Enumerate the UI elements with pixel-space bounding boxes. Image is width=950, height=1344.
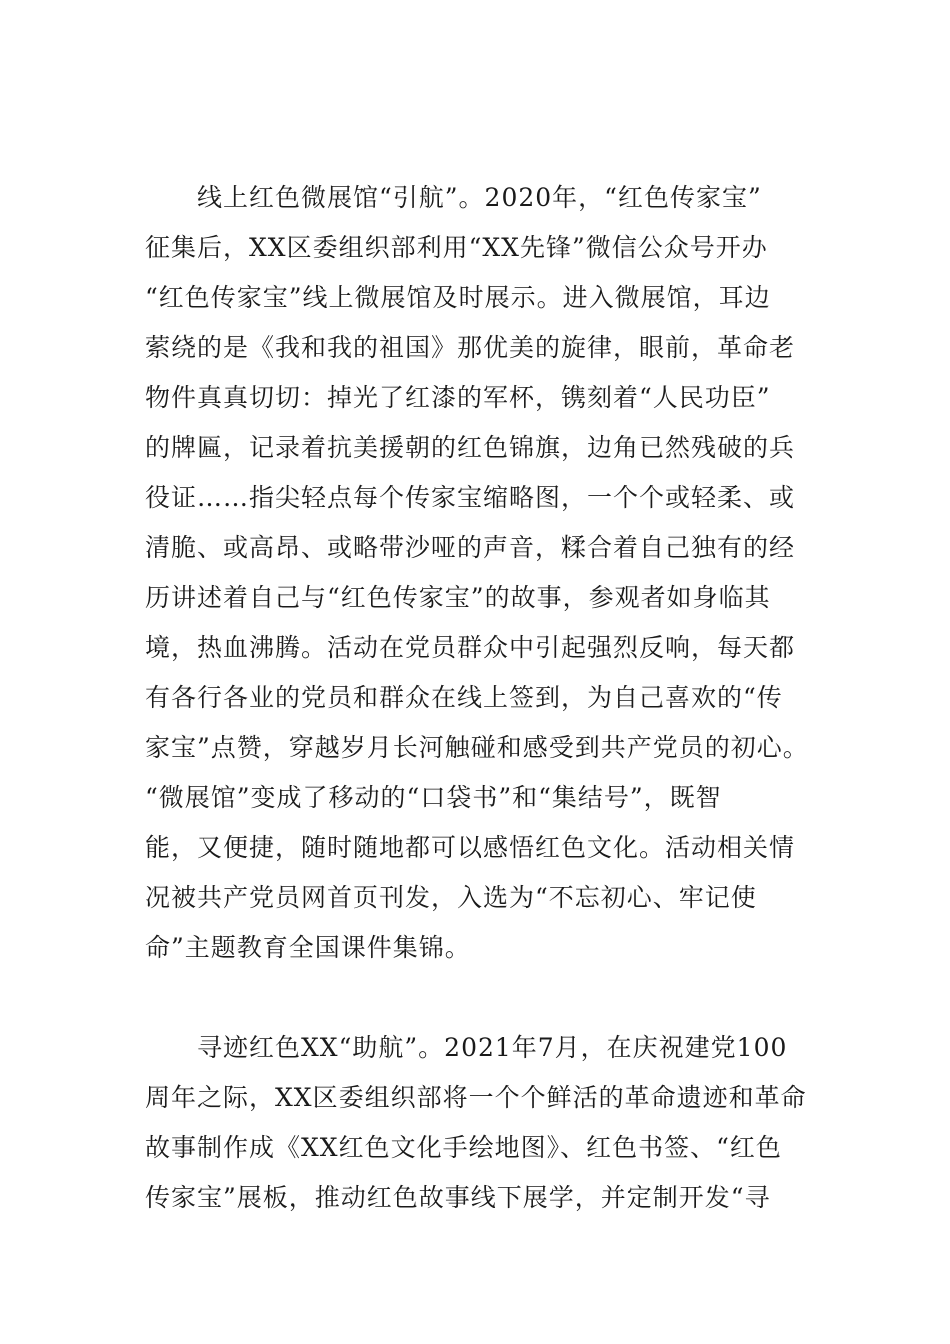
text-line: 征集后，XX区委组织部利用“XX先锋”微信公众号开办: [145, 233, 768, 262]
text-line: 周年之际，XX区委组织部将一个个鲜活的革命遗迹和革命: [145, 1083, 807, 1112]
text-line: 萦绕的是《我和我的祖国》那优美的旋律，眼前，革命老: [145, 333, 796, 362]
text-line: 清脆、或高昂、或略带沙哑的声音，糅合着自己独有的经: [145, 533, 796, 562]
text-line: 境，热血沸腾。活动在党员群众中引起强烈反响，每天都: [145, 633, 796, 662]
text-line: 传家宝”展板，推动红色故事线下展学，并定制开发“寻: [145, 1183, 771, 1212]
text-line: 家宝”点赞，穿越岁月长河触碰和感受到共产党员的初心。: [145, 733, 809, 762]
text-line: 况被共产党员网首页刊发，入选为“不忘初心、牢记使: [145, 883, 757, 912]
text-line: 能，又便捷，随时随地都可以感悟红色文化。活动相关情: [145, 833, 796, 862]
text-line: 线上红色微展馆“引航”。2020年，“红色传家宝”: [197, 183, 762, 212]
text-line: “微展馆”变成了移动的“口袋书”和“集结号”，既智: [145, 783, 722, 812]
paragraph-online-exhibition: [145, 173, 809, 973]
text-line: 的牌匾，记录着抗美援朝的红色锦旗，边角已然残破的兵: [145, 433, 796, 462]
text-line: 役证……指尖轻点每个传家宝缩略图，一个个或轻柔、或: [145, 483, 796, 512]
text-line: “红色传家宝”线上微展馆及时展示。进入微展馆，耳边: [145, 283, 771, 312]
paragraph-red-trail: [145, 1023, 805, 1223]
text-line: 物件真真切切：掉光了红漆的军杯，镌刻着“人民功臣”: [145, 383, 771, 412]
text-line: 故事制作成《XX红色文化手绘地图》、红色书签、“红色: [145, 1133, 782, 1162]
text-line: 命”主题教育全国课件集锦。: [145, 933, 471, 962]
text-line: 寻迹红色XX“助航”。2021年7月，在庆祝建党100: [197, 1033, 788, 1062]
text-line: 历讲述着自己与“红色传家宝”的故事，参观者如身临其: [145, 583, 771, 612]
text-line: 有各行各业的党员和群众在线上签到，为自己喜欢的“传: [145, 683, 783, 712]
